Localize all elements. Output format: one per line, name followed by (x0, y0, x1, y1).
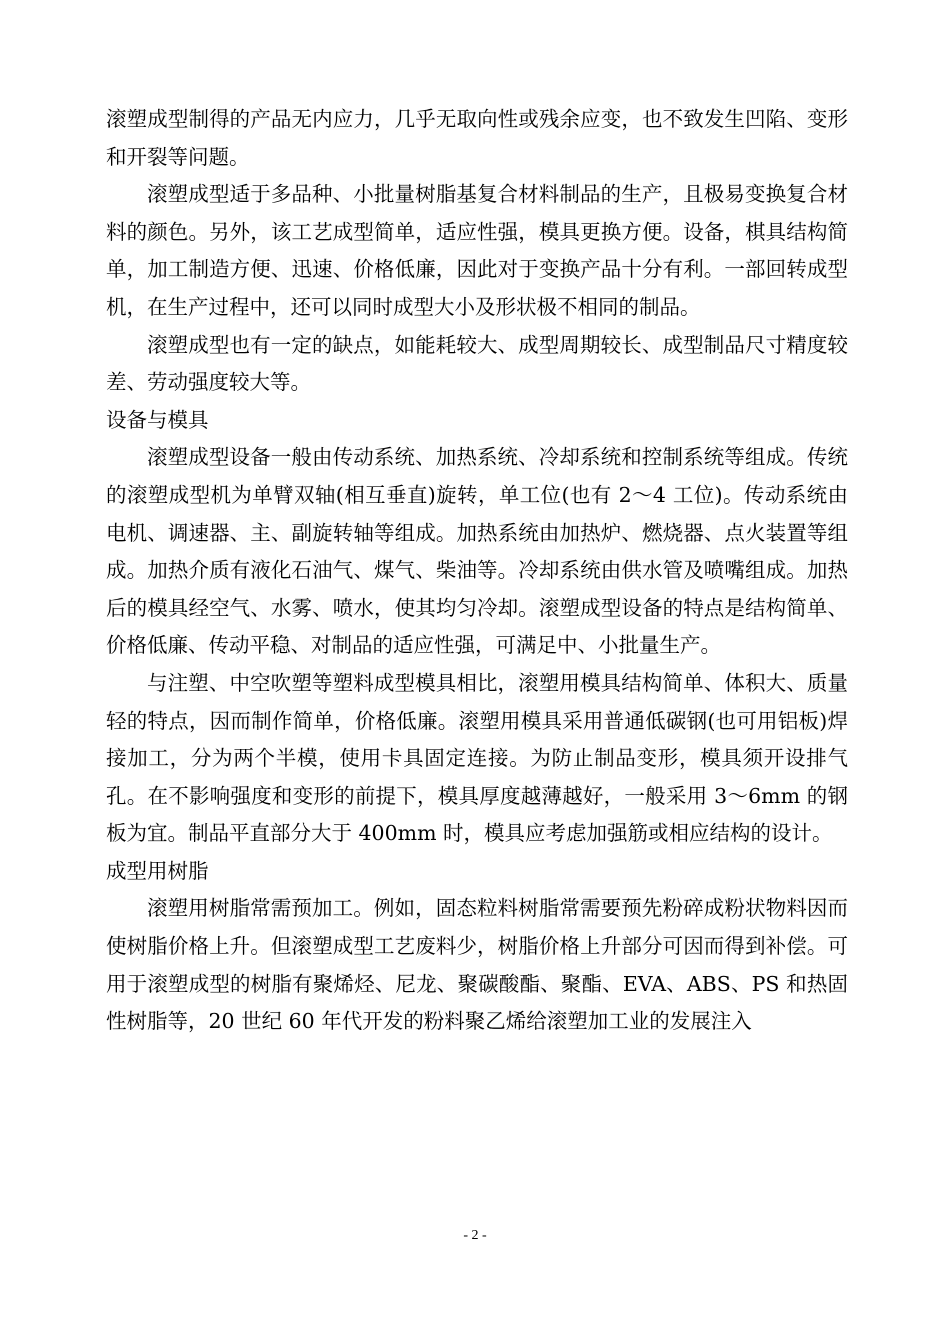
section-heading-resins: 成型用树脂 (106, 858, 209, 883)
paragraph-resins: 滚塑用树脂常需预加工。例如，固态粒料树脂常需要预先粉碎成粉状物料因而使树脂价格上升。但滚塑成型工艺废料少，树脂价格上升部分可因而得到补偿。可用于滚塑成型的树脂有聚烯烃、尼龙、聚碳酸酯、聚酯、EVA、ABS、PS 和热固性树脂等，20 世纪 60 年代开发的粉料聚乙烯给滚塑加工业的发展注入 (106, 896, 848, 1034)
paragraph-molds: 与注塑、中空吹塑等塑料成型模具相比，滚塑用模具结构简单、体积大、质量轻的特点，因而制作简单，价格低廉。滚塑用模具采用普通低碳钢(也可用铝板)焊接加工，分为两个半模，使用卡具固定连接。为防止制品变形，模具须开设排气孔。在不影响强度和变形的前提下，模具厚度越薄越好，一般采用 3～6mm 的钢板为宜。制品平直部分大于 400mm 时，模具应考虑加强筋或相应结构的设计。 (106, 670, 848, 846)
paragraph-applicability: 滚塑成型适于多品种、小批量树脂基复合材料制品的生产，且极易变换复合材料的颜色。另外，该工艺成型简单，适应性强，模具更换方便。设备，棋具结构简单，加工制造方便、迅速、价格低廉，因此对于变换产品十分有利。一部回转成型机，在生产过程中，还可以同时成型大小及形状极不相同的制品。 (106, 182, 848, 319)
section-heading-equipment: 设备与模具 (106, 407, 209, 432)
document-body (106, 101, 848, 1041)
paragraph-drawbacks: 滚塑成型也有一定的缺点，如能耗较大、成型周期较长、成型制品尺寸精度较差、劳动强度较大等。 (106, 332, 848, 395)
paragraph-product-properties: 滚塑成型制得的产品无内应力，几乎无取向性或残余应变，也不致发生凹陷、变形和开裂等问题。 (106, 107, 848, 169)
paragraph-equipment: 滚塑成型设备一般由传动系统、加热系统、冷却系统和控制系统等组成。传统的滚塑成型机为单臂双轴(相互垂直)旋转，单工位(也有 2～4 工位)。传动系统由电机、调速器、主、副旋转轴等组成。加热系统由加热炉、燃烧器、点火装置等组成。加热介质有液化石油气、煤气、柴油等。冷却系统由供水管及喷嘴组成。加热后的模具经空气、水雾、喷水，使其均匀冷却。滚塑成型设备的特点是结构简单、价格低廉、传动平稳、对制品的适应性强，可满足中、小批量生产。 (106, 445, 848, 658)
page-number: - 2 - (463, 1228, 487, 1243)
